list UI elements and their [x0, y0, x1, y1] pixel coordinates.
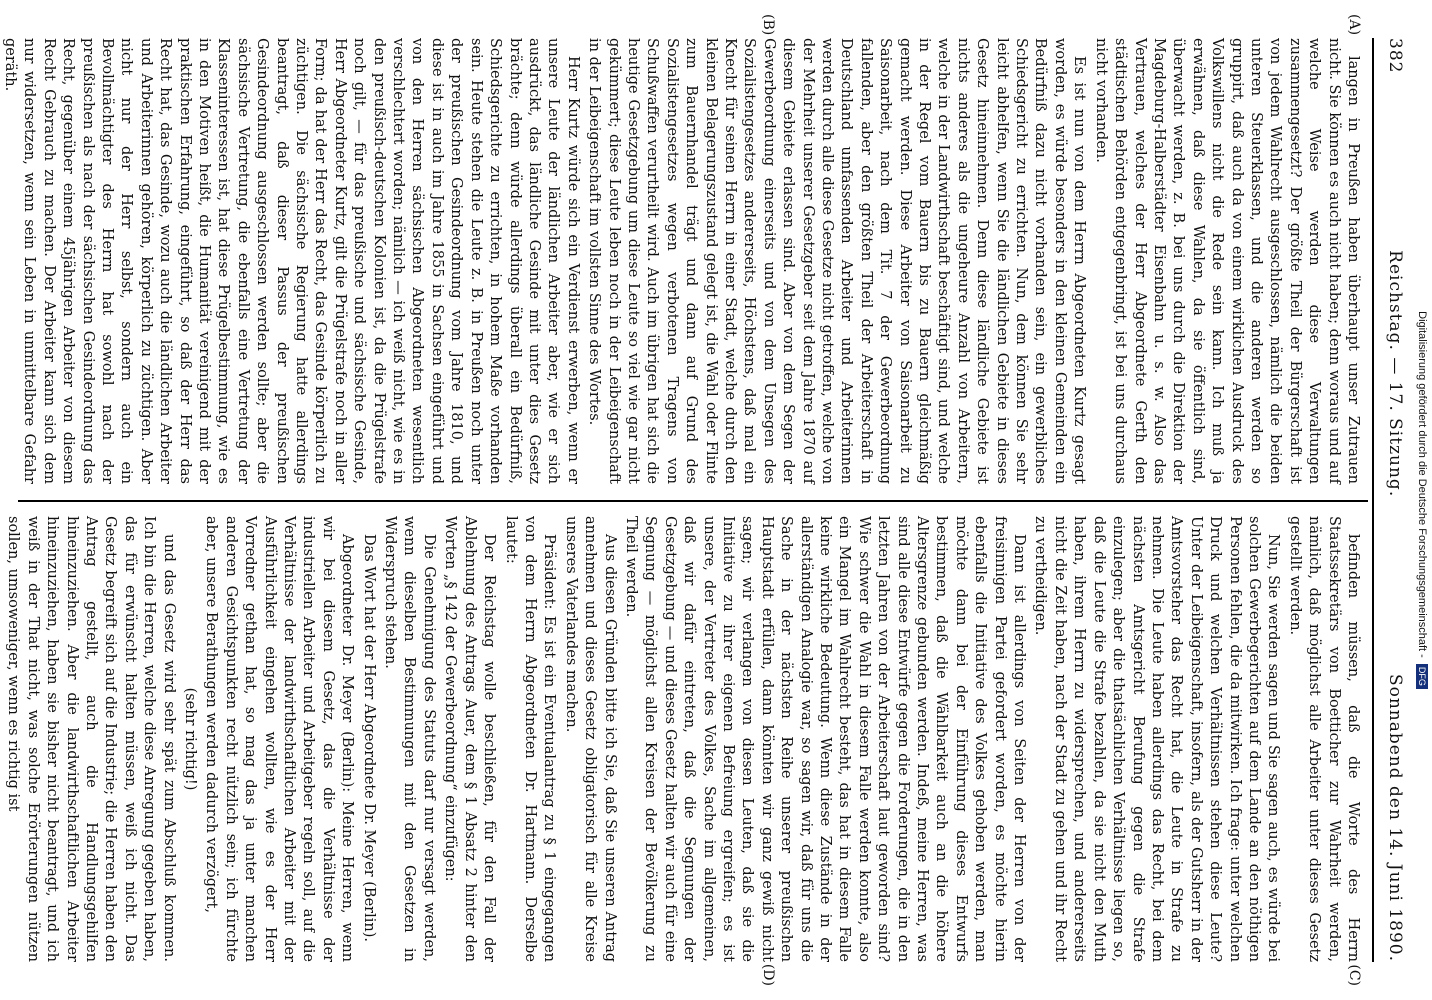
- left-column: [1, 38, 1362, 484]
- paragraph: Dann ist allerdings von Seiten der Herren von der freisinnigen Partei gefordert worden, es möchte hierin ebenfalls die Initiative des Volkes gehoben werden, man möchte dann bei der Einführung dieses Entwurfs bestimmen, daß die Wählbarkeit auch an die höhere Altersgrenze gebunden werden. Indeß, meine Herren, was sind alle diese Entwürfe gegen die Forderungen, die in den letzten Jahren von der Arbeiterschaft laut geworden sind? Wie schwer die Wahl in diesem Falle werden konnte, also ein Mangel im Wahlrecht besteht, das hat in diesem Falle keine wirkliche Bedeutung. Wenn diese Zustände in der allerständigen Analogie war, so sagen wir, daß für uns die Sache in der nächsten Reihe unserer preußischen Hauptstadt erfüllen, dann könnten wir ganz gewiß nicht sagen; wir verlangen von diesen Leuten, daß sie die Initiative zu ihrer eigenen Befreiung ergreifen; es ist unsere, der Vertreter des Volkes, Sache im allgemeinen, daß wir dafür eintreten, daß die Segnungen der Gesetzgebung — und dieses Gesetz halten wir auch für eine Segnung — möglichst allen Kreisen der Bevölkerung zu Theil werden.: [622, 516, 1028, 962]
- margin-marker-c: (C): [1346, 964, 1362, 986]
- paragraph: Nun, Sie werden sagen und Sie sagen auch, es würde bei solchen Gewerbegerichten auf dem Lande an den nöthigen Personen fehlen, die da mitwirken. Ich frage: unter welchen Druck und welchen Verhältnissen stehen diese Leute? Unter der Leibeigenschaft, insofern, als der Gutsherr in der Amtsvorsteher das Recht hat, die Leute in Strafe zu nehmen. Die Leute haben allerdings das Recht, bei dem nächsten Amtsgericht Berufung gegen die Strafe einzulegen; aber die thatsächlichen Verhältnisse liegen so, daß die Leute die Strafe bezahlen, da sie nicht den Muth haben, ihrem Herrn zu widersprechen, und andererseits nicht die Zeit haben, nach der Stadt zu gehen und ihr Recht zu vertheidigen.: [1032, 516, 1282, 962]
- margin-marker-a: (A): [1346, 14, 1362, 36]
- paragraph: Es ist nun von dem Herrn Abgeordneten Kurtz gesagt worden, es würde besonders in den kleinen Gemeinden ein Bedürfniß dazu nicht vorhanden sein, ein gewerbliches Schiedsgericht zu errichten. Nun, dem können Sie sehr leicht abhelfen, wenn Sie die ländlichen Gebiete in dieses Gesetz hineinnehmen. Denn diese ländliche Gebiete ist nichts anderes als die ungeheure Anzahl von Arbeitern, welche in der Landwirthschaft beschäftigt sind, und welche in der Regel vom Bauern bis zu Bauern gleichmäßig gemacht werden. Diese Arbeiter von Saisonarbeit zu Saisonarbeit, nach dem Tit. 7 der Gewerbeordnung fallenden, aber den größten Theil der Arbeiterschaft in Deutschland umfassenden Arbeiter und Arbeiterinnen werden durch alle diese Gesetze nicht getroffen, welche von der Mehrheit unserer Gesetzgeber seit dem Jahre 1870 auf diesem Gebiete erlassen sind. Aber von dem Segen der Gewerbeordnung einerseits und von dem Unsegen des Sozialistengesetzes andererseits, Höchstens, daß mal ein Knecht für seinen Herrn in einer Stadt, welche durch den kleinen Belagerungszustand gelegt ist, die Wahl oder Flinte zum Bauernhandel trägt und dann auf Grund des Sozialistengesetzes wegen verbotenen Tragens von Schußwaffen verurtheilt wird. Auch im übrigen hat sich die heutige Gesetzgebung um diese Leute so viel wie gar nicht gekümmert; diese Leute leben noch in der Leibeigenschaft in der Leibeigenschaft im vollsten Sinne des Wortes.: [586, 38, 1088, 484]
- paragraph: Herr Kurtz würde sich ein Verdienst erwerben, wenn er unsere Leute der ländlichen Arbeiter aber, wie er sich ausdrückt, das ländliche Gesinde mit unter dies Gesetz brächte; denn würde allerdings überall ein Bedürfniß, Schiedsgerichte zu errichten, in hohem Maße vorhanden sein. Heute stehen die Leute z. B. in Preußen noch unter der preußischen Gesindeordnung vom Jahre 1810, und diese ist in auch im Jahre 1855 in Sachsen eingeführt und von den Herren sächsischen Abgeordneten wesentlich verschlechtert worden; nämlich — ich weiß nicht, wie es in den preußisch-deutschen Kolonien ist, da die Prügelstrafe noch gilt, — für das preußische und sächsische Gesinde, Herr Abgeordneter Kurtz, gilt die Prügelstrafe noch in aller Form; da hat der Herr das Recht, das Gesinde körperlich zu züchtigen. Die sächsische Regierung hatte allerdings beantragt, daß dieser Passus der preußischen Gesindeordnung ausgeschlossen werden sollte; aber die sächsische Vertretung, die ebenfalls eine Vertretung der Klasseninteressen ist, hat diese Prügelbestimmung, wie es in den Motiven heißt, die Humanität vereinigend mit der praktischen Erfahrung, eingeführt, so daß der Herr das Recht hat, das Gesinde, wozu auch die ländlichen Arbeiter und Arbeiterinnen gehören, körperlich zu züchtigen. Aber nicht nur der Herr selbst, sondern auch ein Bevollmächtigter des Herrn hat sowohl nach der preußischen als nach der sächsischen Gesindeordnung das Recht, gegenüber einem 45jährigen Arbeiter von diesem Recht Gebrauch zu machen. Der Arbeiter kann sich dem nur widersetzen, wenn sein Leben in unmittelbare Gefahr geräth.: [1, 38, 581, 484]
- paragraph: Abgeordneter Dr. Meyer (Berlin): Meine Herren, wenn wir bei diesem Gesetz, das die Verhältnisse der industriellen Arbeiter und Arbeitgeber regeln soll, auf die Verhältnisse der landwirthschaftlichen Arbeiter mit der Ausführlichkeit eingehen wollten, wie es der Herr Vorredner gethan hat, so mag das ja unter manchen anderen Gesichtspunkten recht nützlich sein; ich fürchte aber, unsere Berathungen werden dadurch verzögert,: [203, 516, 356, 962]
- dfg-logo: DFG: [1416, 664, 1428, 689]
- margin-marker-d: (D): [760, 963, 776, 986]
- page-title: Reichstag. — 17. Sitzung.: [1385, 250, 1405, 498]
- digitization-footer: [1412, 0, 1432, 1000]
- header-rule: [1372, 38, 1374, 962]
- paragraph: Das Wort hat der Herr Abgeordnete Dr. Meyer (Berlin).: [360, 534, 377, 942]
- paragraph: befinden müssen, daß die Worte des Herrn Staatssekretärs von Boetticher zur Wahrheit werden, nämlich, daß möglichst alle Arbeiter unter dieses Gesetz gestellt werden.: [1286, 516, 1361, 962]
- paragraph: Die Genehmigung des Statuts darf nur versagt werden, wenn dieselben Bestimmungen mit den Gesetzen in Widerspruch stehen.: [382, 516, 437, 962]
- footer-text: Digitalisierung gefördert durch die Deutsche Forschungsgemeinschaft -: [1416, 311, 1428, 658]
- page-date: Sonnabend den 14. Juni 1890.: [1385, 673, 1405, 962]
- margin-marker-b: (B): [760, 14, 776, 36]
- column-divider: [18, 500, 1368, 502]
- paragraph: Präsident: Es ist ein Eventualantrag zu § 1 eingegangen von dem Herrn Abgeordneten Dr. Hartmann. Derselbe lautet:: [502, 516, 558, 962]
- rotated-newspaper-page: [1, 10, 1426, 990]
- paragraph: Der Reichstag wolle beschließen, für den Fall der Ablehnung des Antrags Auer, dem § 1 Absatz 2 hinter den Worten „§ 142 der Gewerbeordnung“ einzufügen:: [442, 516, 498, 962]
- right-column: [5, 516, 1362, 962]
- paragraph: langen in Preußen haben überhaupt unser Zutrauen nicht. Sie können es auch nicht haben; denn woraus und auf welche Weise werden diese Verwaltungen zusammengesetzt? Der größte Theil der Bürgerschaft ist von jedem Wahlrecht ausgeschlossen, nämlich die beiden unteren Steuerklassen, und die anderen werden so gruppirt, daß auch da von einem wirklichen Ausdruck des Volkswillens nicht die Rede sein kann. Ich muß ja erwähnen, daß diese Wahlen, da sie öffentlich sind, überwacht werden, z. B. bei uns durch die Direktion der Magdeburg-Halberstädter Eisenbahn u. s. w. Also das Vertrauen, welches der Herr Abgeordnete Gerth den städtischen Behörden entgegenbringt, ist bei uns durchaus nicht vorhanden.: [1092, 38, 1361, 484]
- interjection: (sehr richtig!): [182, 687, 199, 791]
- page-number: 382: [1385, 38, 1405, 74]
- paragraph: und das Gesetz wird sehr spät zum Abschluß kommen. Ich bin die Herren, welche diese Anregung gegeben haben, das für erwünscht halten müssen, weiß ich nicht. Das Gesetz begreift sich auf die Industrie; die Herren haben den Antrag gestellt, auch die Handlungsgehilfen hineinzuziehen. Aber die landwirthschaftlichen Arbeiter hineinzuziehen, haben sie bisher nicht beantragt, und ich weiß in der That nicht, was solche Erörterungen nützen sollen, umsoweniger, wenn es richtig ist: [5, 516, 177, 962]
- page-header: [1378, 38, 1412, 962]
- paragraph: Aus diesen Gründen bitte ich Sie, daß Sie unseren Antrag annehmen und dieses Gesetz obligatorisch für alle Kreise unseres Vaterlandes machen.: [562, 516, 618, 962]
